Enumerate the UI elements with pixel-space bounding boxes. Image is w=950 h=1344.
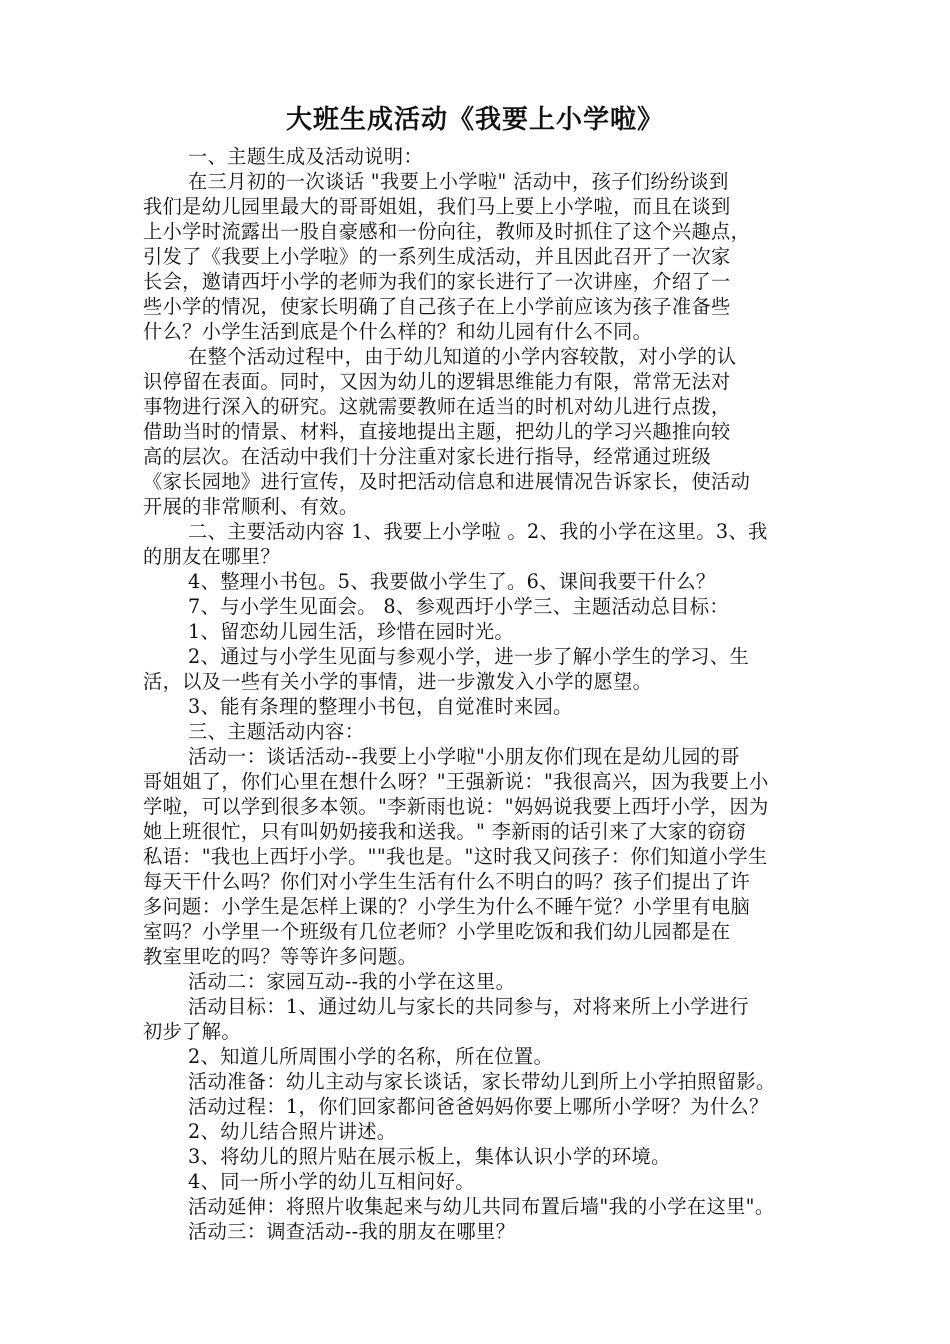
text-line: 二、主要活动内容 1、我要上小学啦 。2、我的小学在这里。3、我 bbox=[188, 520, 768, 543]
text-line: 活动目标：1、通过幼儿与家长的共同参与，对将来所上小学进行 bbox=[188, 995, 750, 1018]
text-line: 的朋友在哪里？ bbox=[143, 545, 281, 568]
text-line: 长会，邀请西圩小学的老师为我们的家长进行了一次讲座，介绍了一 bbox=[143, 270, 731, 293]
text-line: 在三月初的一次谈话 "我要上小学啦" 活动中，孩子们纷纷谈到 bbox=[188, 170, 729, 193]
text-line: 学啦，可以学到很多本领。"李新雨也说："妈妈说我要上西圩小学，因为 bbox=[143, 795, 769, 818]
text-line: 3、能有条理的整理小书包，自觉准时来园。 bbox=[188, 695, 573, 718]
text-line: 些小学的情况，使家长明确了自己孩子在上小学前应该为孩子准备些 bbox=[143, 295, 731, 318]
text-line: 一、主题生成及活动说明： bbox=[188, 145, 424, 168]
text-line: 我们是幼儿园里最大的哥哥姐姐，我们马上要上小学啦，而且在谈到 bbox=[143, 195, 731, 218]
text-line: 1、留恋幼儿园生活，珍惜在园时光。 bbox=[188, 620, 515, 643]
text-line: 引发了《我要上小学啦》的一系列生成活动，并且因此召开了一次家 bbox=[143, 245, 731, 268]
text-line: 识停留在表面。同时，又因为幼儿的逻辑思维能力有限，常常无法对 bbox=[143, 370, 731, 393]
text-line: 教室里吃的吗？等等许多问题。 bbox=[143, 945, 418, 968]
text-line: 《家长园地》进行宣传，及时把活动信息和进展情况告诉家长，使活动 bbox=[143, 470, 751, 493]
text-line: 什么？小学生活到底是个什么样的？和幼儿园有什么不同。 bbox=[143, 320, 653, 343]
text-line: 4、同一所小学的幼儿互相问好。 bbox=[188, 1170, 475, 1193]
text-line: 2、幼儿结合照片讲述。 bbox=[188, 1120, 397, 1143]
text-line: 4、整理小书包。5、我要做小学生了。6、课间我要干什么？ bbox=[188, 570, 716, 593]
text-line: 高的层次。在活动中我们十分注重对家长进行指导，经常通过班级 bbox=[143, 445, 712, 468]
document-title: 大班生成活动《我要上小学啦》 bbox=[285, 105, 664, 135]
text-line: 活动二：家园互动--我的小学在这里。 bbox=[188, 970, 516, 993]
text-line: 开展的非常顺利、有效。 bbox=[143, 495, 359, 518]
text-line: 多问题：小学生是怎样上课的？小学生为什么不睡午觉？小学里有电脑 bbox=[143, 895, 751, 918]
text-line: 活动准备：幼儿主动与家长谈话，家长带幼儿到所上小学拍照留影。 bbox=[188, 1070, 776, 1093]
text-line: 活，以及一些有关小学的事情，进一步激发入小学的愿望。 bbox=[143, 670, 653, 693]
text-line: 2、通过与小学生见面与参观小学，进一步了解小学生的学习、生 bbox=[188, 645, 750, 668]
text-line: 活动过程：1，你们回家都问爸爸妈妈你要上哪所小学呀？为什么？ bbox=[188, 1095, 769, 1118]
text-line: 三、主题活动内容： bbox=[188, 720, 365, 743]
text-line: 在整个活动过程中，由于幼儿知道的小学内容较散，对小学的认 bbox=[188, 345, 737, 368]
text-line: 每天干什么吗？你们对小学生生活有什么不明白的吗？孩子们提出了许 bbox=[143, 870, 751, 893]
text-line: 上小学时流露出一股自豪感和一份向往，教师及时抓住了这个兴趣点， bbox=[143, 220, 751, 243]
text-line: 活动延伸：将照片收集起来与幼儿共同布置后墙"我的小学在这里"。 bbox=[188, 1195, 775, 1218]
text-line: 哥姐姐了，你们心里在想什么呀？"王强新说："我很高兴，因为我要上小 bbox=[143, 770, 769, 793]
text-line: 初步了解。 bbox=[143, 1020, 241, 1043]
text-line: 2、知道儿所周围小学的名称，所在位置。 bbox=[188, 1045, 554, 1068]
text-line: 借助当时的情景、材料，直接地提出主题，把幼儿的学习兴趣推向较 bbox=[143, 420, 731, 443]
text-line: 她上班很忙，只有叫奶奶接我和送我。" 李新雨的话引来了大家的窃窃 bbox=[143, 820, 747, 843]
text-line: 事物进行深入的研究。这就需要教师在适当的时机对幼儿进行点拨， bbox=[143, 395, 731, 418]
text-line: 活动一：谈话活动--我要上小学啦"小朋友你们现在是幼儿园的哥 bbox=[188, 745, 740, 768]
text-line: 3、将幼儿的照片贴在展示板上，集体认识小学的环境。 bbox=[188, 1145, 671, 1168]
text-line: 室吗？小学里一个班级有几位老师？小学里吃饭和我们幼儿园都是在 bbox=[143, 920, 731, 943]
text-line: 私语："我也上西圩小学。""我也是。"这时我又问孩子：你们知道小学生 bbox=[143, 845, 768, 868]
text-line: 活动三：调查活动--我的朋友在哪里？ bbox=[188, 1220, 516, 1243]
text-line: 7、与小学生见面会。 8、参观西圩小学三、主题活动总目标： bbox=[188, 595, 729, 618]
